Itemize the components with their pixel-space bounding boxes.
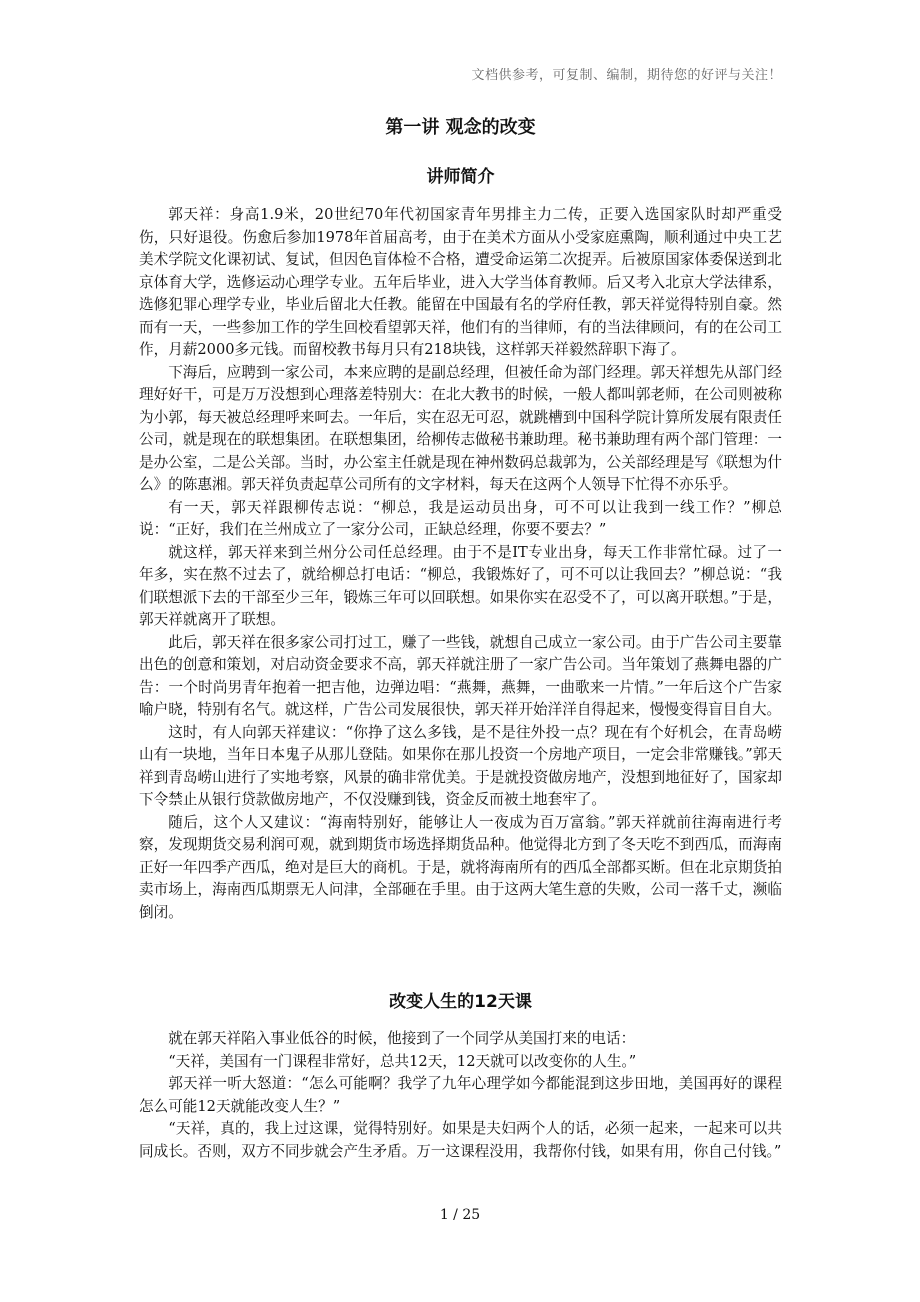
- section-lecturer-intro: [139, 204, 782, 924]
- paragraph: 这时，有人向郭天祥建议：“你挣了这么多钱，是不是往外投一点？现在有个好机会，在青岛崂山有一块地，当年日本鬼子从那儿登陆。如果你在那儿投资一个房地产项目，一定会非常赚钱。”郭天祥到青岛崂山进行了实地考察，风景的确非常优美。于是就投资做房地产，没想到地征好了，国家却下令禁止从银行贷款做房地产，不仅没赚到钱，资金反而被土地套牢了。: [139, 723, 782, 808]
- section-heading-12-day-course: 改变人生的12天课: [389, 992, 532, 1012]
- header-note: 文档供参考，可复制、编制，期待您的好评与关注！: [471, 68, 782, 83]
- paragraph: 就在郭天祥陷入事业低谷的时候，他接到了一个同学从美国打来的电话：: [168, 1030, 636, 1047]
- paragraph: 随后，这个人又建议：“海南特别好，能够让人一夜成为百万富翁。”郭天祥就前往海南进行考察，发现期货交易利润可观，就到期货市场选择期货品种。他觉得北方到了冬天吃不到西瓜，而海南正好一年四季产西瓜，绝对是巨大的商机。于是，就将海南所有的西瓜全部都买断。但在北京期货拍卖市场上，海南西瓜期票无人问津，全部砸在手里。由于这两大笔生意的失败，公司一落千丈，濒临倒闭。: [139, 813, 782, 921]
- paragraph: 郭天祥：身高1.9米，20世纪70年代初国家青年男排主力二传，正要入选国家队时却严重受伤，只好退役。伤愈后参加1978年首届高考，由于在美术方面从小受家庭熏陶，顺利通过中央工艺美术学院文化课初试、复试，但因色盲体检不合格，遭受命运第二次捉弄。后被原国家体委保送到北京体育大学，选修运动心理学专业。五年后毕业，进入大学当体育教师。后又考入北京大学法律系，选修犯罪心理学专业，毕业后留北大任教。能留在中国最有名的学府任教，郭天祥觉得特别自豪。然而有一天，一些参加工作的学生回校看望郭天祥，他们有的当律师，有的当法律顾问，有的在公司工作，月薪2000多元钱。而留校教书每月只有218块钱，这样郭天祥毅然辞职下海了。: [139, 206, 782, 358]
- section-12-day-course: [139, 1028, 782, 1163]
- paragraph: 下海后，应聘到一家公司，本来应聘的是副总经理，但被任命为部门经理。郭天祥想先从部门经理好好干，可是万万没想到心理落差特别大：在北大教书的时候，一般人都叫郭老师，在公司则被称为小郭，每天被总经理呼来呵去。一年后，实在忍无可忍，就跳槽到中国科学院计算所发展有限责任公司，就是现在的联想集团。在联想集团，给柳传志做秘书兼助理。秘书兼助理有两个部门管理：一是办公室，二是公关部。当时，办公室主任就是现在神州数码总裁郭为，公关部经理是写《联想为什么》的陈惠湘。郭天祥负责起草公司所有的文字材料，每天在这两个人领导下忙得不亦乐乎。: [139, 363, 782, 493]
- page-number: 1 / 25: [439, 1207, 481, 1223]
- paragraph: 有一天，郭天祥跟柳传志说：“柳总，我是运动员出身，可不可以让我到一线工作？”柳总说：“正好，我们在兰州成立了一家分公司，正缺总经理，你要不要去？”: [139, 498, 782, 538]
- paragraph: 就这样，郭天祥来到兰州分公司任总经理。由于不是IT专业出身，每天工作非常忙碌。过了一年多，实在熬不过去了，就给柳总打电话：“柳总，我锻炼好了，可不可以让我回去？”柳总说：“我们联想派下去的干部至少三年，锻炼三年可以回联想。如果你实在忍受不了，可以离开联想。”于是，郭天祥就离开了联想。: [139, 543, 782, 628]
- page-title: 第一讲 观念的改变: [385, 117, 536, 138]
- paragraph: “天祥，真的，我上过这课，觉得特别好。如果是夫妇两个人的话，必须一起来，一起来可以共同成长。否则，双方不同步就会产生矛盾。万一这课程没用，我帮你付钱，如果有用，你自己付钱。”: [139, 1120, 782, 1160]
- section-heading-lecturer-intro: 讲师简介: [426, 167, 495, 187]
- paragraph: 郭天祥一听大怒道：“怎么可能啊？我学了九年心理学如今都能混到这步田地，美国再好的课程怎么可能12天就能改变人生？”: [139, 1075, 782, 1115]
- paragraph: 此后，郭天祥在很多家公司打过工，赚了一些钱，就想自己成立一家公司。由于广告公司主要靠出色的创意和策划，对启动资金要求不高，郭天祥就注册了一家广告公司。当年策划了燕舞电器的广告：一个时尚男青年抱着一把吉他，边弹边唱：“燕舞，燕舞，一曲歌来一片情。”一年后这个广告家喻户晓，特别有名气。就这样，广告公司发展很快，郭天祥开始洋洋自得起来，慢慢变得盲目自大。: [139, 633, 782, 718]
- paragraph: “天祥，美国有一门课程非常好，总共12天，12天就可以改变你的人生。”: [168, 1052, 637, 1070]
